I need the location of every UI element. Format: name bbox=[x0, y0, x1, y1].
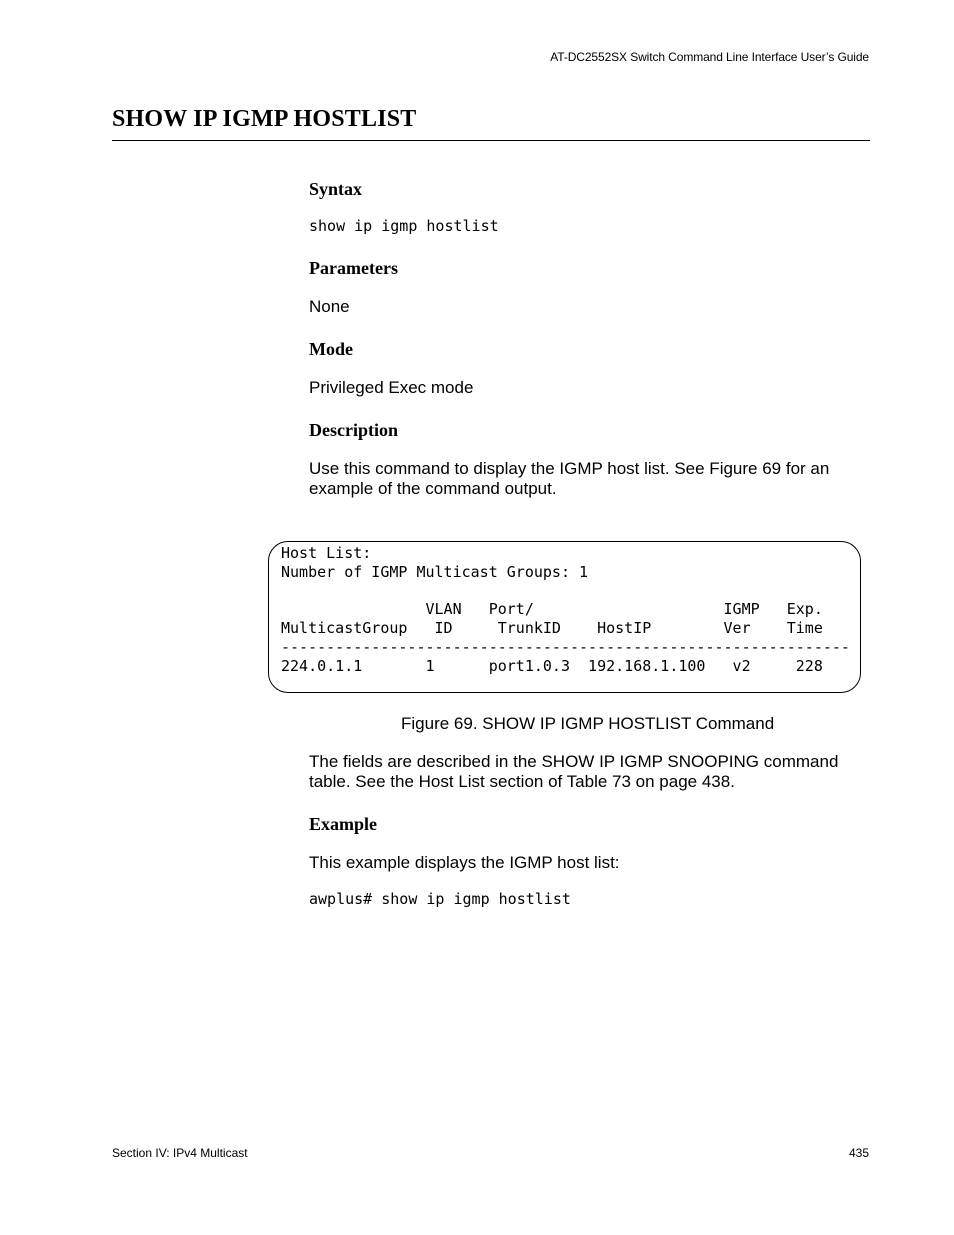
figure-line: Host List: bbox=[281, 544, 372, 562]
description-text: Use this command to display the IGMP host list. See Figure 69 for an example of the command output. bbox=[309, 459, 830, 498]
header-guide-title: AT-DC2552SX Switch Command Line Interface User’s Guide bbox=[550, 50, 869, 64]
mode-heading: Mode bbox=[309, 339, 353, 359]
figure-line: Number of IGMP Multicast Groups: 1 bbox=[281, 563, 589, 581]
figure-caption: Figure 69. SHOW IP IGMP HOSTLIST Command bbox=[401, 714, 775, 733]
parameters-heading: Parameters bbox=[309, 258, 398, 278]
parameters-text: None bbox=[309, 297, 350, 316]
title-rule bbox=[112, 140, 870, 141]
syntax-code: show ip igmp hostlist bbox=[309, 217, 499, 235]
figure-line: --------------------------------------------------------------- bbox=[281, 638, 850, 656]
footer-page-number: 435 bbox=[848, 1146, 869, 1160]
fields-description-text: The fields are described in the SHOW IP IGMP SNOOPING command table. See the Host List section of Table 73 on page 438. bbox=[309, 752, 839, 791]
example-code: awplus# show ip igmp hostlist bbox=[309, 890, 571, 908]
figure-line: MulticastGroup ID TrunkID HostIP Ver Time bbox=[281, 619, 823, 637]
syntax-heading: Syntax bbox=[309, 179, 363, 199]
mode-text: Privileged Exec mode bbox=[309, 378, 474, 397]
footer-section: Section IV: IPv4 Multicast bbox=[112, 1146, 248, 1160]
page-title: SHOW IP IGMP HOSTLIST bbox=[112, 106, 417, 132]
figure-line: 224.0.1.1 1 port1.0.3 192.168.1.100 v2 228 bbox=[281, 657, 823, 675]
example-text: This example displays the IGMP host list: bbox=[309, 853, 620, 872]
example-heading: Example bbox=[309, 814, 378, 834]
figure-line: VLAN Port/ IGMP Exp. bbox=[281, 600, 823, 618]
description-heading: Description bbox=[309, 420, 398, 440]
